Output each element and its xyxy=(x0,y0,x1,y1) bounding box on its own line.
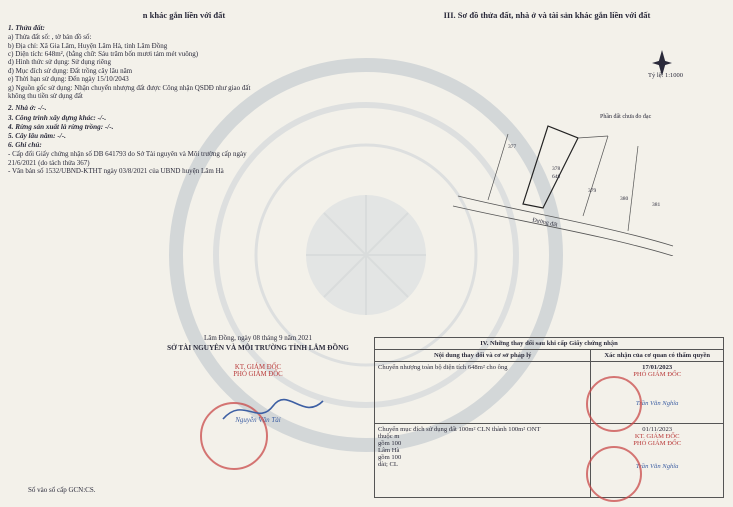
left-heading: n khác gắn liền với đất xyxy=(142,10,226,20)
confirmation-seal xyxy=(586,376,642,432)
confirm-role: KT. GIÁM ĐỐC xyxy=(634,433,680,440)
change-text: thuộc m xyxy=(378,433,400,440)
section-5: 5. Cây lâu năm: -/-. xyxy=(8,132,66,141)
confirm-signer: Trần Văn Nghĩa xyxy=(635,400,679,407)
confirm-date: 17/01/2023 xyxy=(642,364,673,371)
changes-title: IV. Những thay đổi sau khi cấp Giấy chứng nhận xyxy=(375,338,724,350)
note-line: - Văn bản số 1532/UBND-KTHT ngày 03/8/2021 của UBND huyện Lâm Hà xyxy=(8,167,224,176)
field-line: c) Diện tích: 648m², (bằng chữ: Sáu trăm bốn mươi tám mét vuông) xyxy=(8,50,199,59)
col-header-content: Nội dung thay đổi và cơ sở pháp lý xyxy=(375,350,591,362)
field-line: g) Nguồn gốc sử dụng: Nhận chuyển nhượng đất được Công nhận QSDĐ như giao đất xyxy=(8,83,251,92)
confirm-date: 01/11/2023 xyxy=(642,426,673,433)
map-note: Phần đất chưa đo đạc xyxy=(600,114,652,120)
road-label: Đường đất xyxy=(531,217,558,229)
field-line: d) Hình thức sử dụng: Sử dụng riêng xyxy=(8,58,111,67)
change-text: Lâm Hà xyxy=(378,447,400,454)
issuing-authority: SỞ TÀI NGUYÊN VÀ MÔI TRƯỜNG TỈNH LÂM ĐỒNG xyxy=(167,344,349,352)
table-row xyxy=(375,424,724,498)
field-line: b) Địa chỉ: Xã Gia Lâm, Huyện Lâm Hà, tỉnh Lâm Đồng xyxy=(8,41,168,50)
parcel-label: 378 xyxy=(552,166,561,172)
parcel-label: 381 xyxy=(652,202,661,208)
field-line: e) Thời hạn sử dụng: Đến ngày 15/10/2043 xyxy=(8,75,129,84)
map-scale: Tỷ lệ: 1:1000 xyxy=(648,72,684,79)
note-line: - Cấp đổi Giấy chứng nhận số DB 641793 do Sở Tài nguyên và Môi trường cấp ngày xyxy=(8,150,247,159)
sign-role-2: PHÓ GIÁM ĐỐC xyxy=(233,371,283,378)
parcel-area-label: 648 xyxy=(552,174,561,180)
confirm-signer: Trần Văn Nghĩa xyxy=(635,463,679,470)
changes-table xyxy=(374,337,724,498)
field-line: không thu tiền sử dụng đất xyxy=(8,92,83,101)
footer-note: Số vào sổ cấp GCN:CS. xyxy=(28,486,96,494)
signer-name: Nguyễn Văn Tài xyxy=(235,416,281,424)
parcel-map xyxy=(448,106,678,256)
signature-scribble xyxy=(218,391,328,431)
section-2: 2. Nhà ở: -/-. xyxy=(8,104,47,113)
parcel-label: 380 xyxy=(620,196,629,202)
section-3: 3. Công trình xây dựng khác: -/-. xyxy=(8,113,107,122)
change-content xyxy=(375,424,591,498)
right-heading: III. Sơ đồ thửa đất, nhà ở và tài sản khác gắn liền với đất xyxy=(443,10,651,20)
parcel-label: 379 xyxy=(588,188,597,194)
col-header-confirmation: Xác nhận của cơ quan có thẩm quyền xyxy=(591,350,724,362)
parcel-label: 377 xyxy=(508,144,517,150)
table-row xyxy=(375,362,724,424)
section-6-title: 6. Ghi chú: xyxy=(8,141,42,150)
change-text: gồm 100 xyxy=(378,440,402,447)
notes xyxy=(8,150,360,175)
confirm-role: PHÓ GIÁM ĐỐC xyxy=(633,440,682,447)
confirm-role: PHÓ GIÁM ĐỐC xyxy=(633,371,682,378)
note-line: 21/6/2021 (do tách thửa 367) xyxy=(8,158,90,167)
left-page xyxy=(8,6,360,501)
change-content: Chuyển nhượng toàn bộ diện tích 648m² cho ông xyxy=(375,362,591,424)
field-line: a) Thửa đất số: , tờ bản đồ số: xyxy=(8,33,92,42)
section-4: 4. Rừng sản xuất là rừng trồng: -/-. xyxy=(8,122,114,131)
change-text: gồm 100 xyxy=(378,454,402,461)
sign-role-1: KT. GIÁM ĐỐC xyxy=(234,364,282,371)
right-page xyxy=(368,6,726,501)
issue-date: Lâm Đồng, ngày 08 tháng 9 năm 2021 xyxy=(203,334,313,342)
change-text: Chuyển mục đích sử dụng đất 100m² CLN thành 100m² ONT xyxy=(378,426,541,433)
parcel-fields xyxy=(8,33,360,100)
change-text: dài; CL xyxy=(378,461,398,468)
field-line: đ) Mục đích sử dụng: Đất trồng cây lâu năm xyxy=(8,66,133,75)
section-1-title: 1. Thửa đất: xyxy=(8,24,45,32)
confirmation-seal xyxy=(586,446,642,502)
